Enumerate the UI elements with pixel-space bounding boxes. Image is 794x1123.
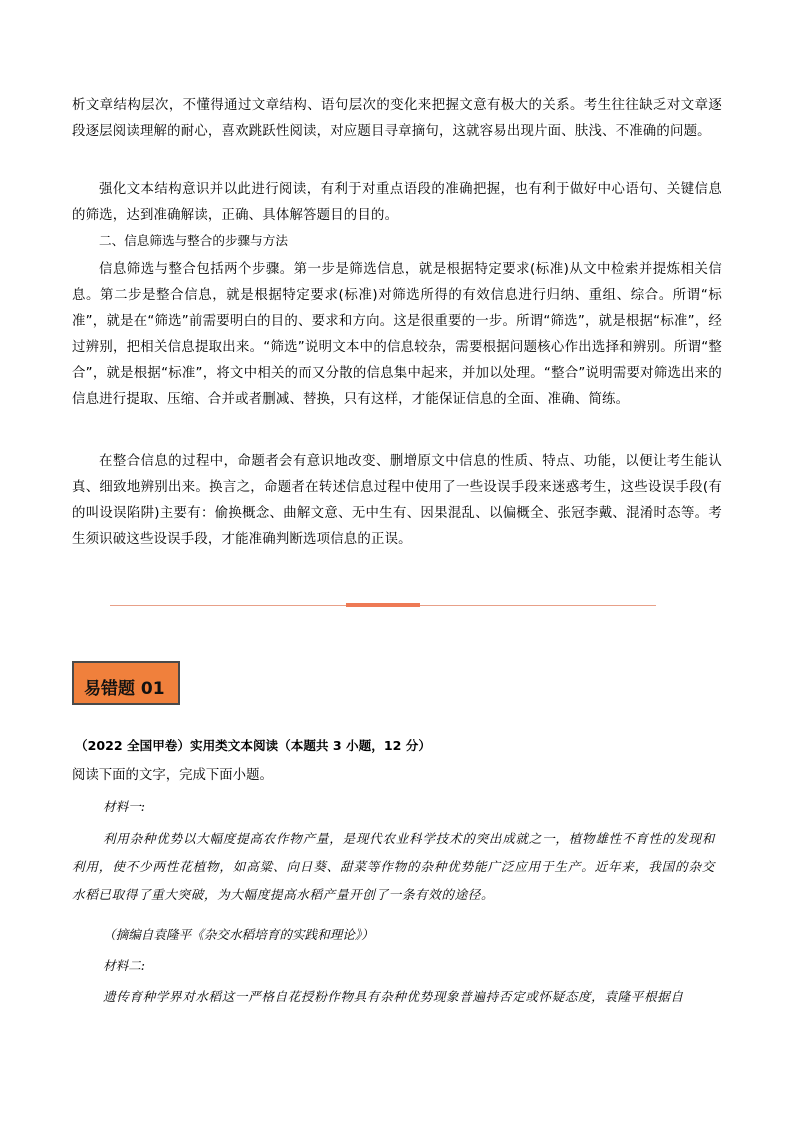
error-prone-question-badge: [72, 661, 180, 705]
section-divider-accent: [346, 603, 420, 607]
reading-instruction: 阅读下面的文字，完成下面小题。: [72, 768, 273, 783]
question-heading: （2022 全国甲卷）实用类文本阅读（本题共 3 小题，12 分）: [75, 738, 431, 753]
paragraph-structure-analysis: 析文章结构层次，不懂得通过文章结构、语句层次的变化来把握文意有极大的关系。考生往往缺乏对文章逐段逐层阅读理解的耐心，喜欢跳跃性阅读，对应题目寻章摘句，这就容易出现片面、肤浅、不准确的问题。: [72, 98, 722, 139]
section-subheading: 二、信息筛选与整合的步骤与方法: [99, 233, 288, 248]
badge-label: 易错题 01: [84, 679, 165, 699]
material-one-text: 利用杂种优势以大幅度提高农作物产量，是现代农业科学技术的突出成就之一，植物雄性不育性的发现和利用，使不少两性花植物，如高粱、向日葵、甜菜等作物的杂种优势能广泛应用于生产。近年来，我国的杂交水稻已取得了重大突破，为大幅度提高水稻产量开创了一条有效的途径。: [72, 831, 715, 902]
material-one-label: 材料一:: [103, 799, 146, 814]
material-two-text: 遗传育种学界对水稻这一严格自花授粉作物具有杂种优势现象普遍持否定或怀疑态度，袁隆平根据自: [103, 989, 684, 1004]
material-one-source: （摘编自袁隆平《杂交水稻培育的实践和理论》）: [103, 927, 374, 942]
paragraph-structure-awareness: 强化文本结构意识并以此进行阅读，有利于对重点语段的准确把握，也有利于做好中心语句、关键信息的筛选，达到准确解读，正确、具体解答题目的目的。: [72, 182, 722, 223]
paragraph-misleading-tricks: 在整合信息的过程中，命题者会有意识地改变、删增原文中信息的性质、特点、功能，以便让考生能认真、细致地辨别出来。换言之，命题者在转述信息过程中使用了一些设误手段来迷惑考生，这些设误手段(有的叫设误陷阱)主要有：偷换概念、曲解文意、无中生有、因果混乱、以偏概全、张冠李戴、混淆时态等。考生须识破这些设误手段，才能准确判断选项信息的正误。: [72, 454, 722, 547]
paragraph-screening-steps: 信息筛选与整合包括两个步骤。第一步是筛选信息，就是根据特定要求(标准)从文中检索并提炼相关信息。第二步是整合信息，就是根据特定要求(标准)对筛选所得的有效信息进行归纳、重组、综合。所谓“标准”，就是在“筛选”前需要明白的目的、要求和方向。这是很重要的一步。所谓“筛选”，就是根据“标准”，经过辨别，把相关信息提取出来。“筛选”说明文本中的信息较杂，需要根据问题核心作出选择和辨别。所谓“整合”，就是根据“标准”，将文中相关的而又分散的信息集中起来，并加以处理。“整合”说明需要对筛选出来的信息进行提取、压缩、合并或者删减、替换，只有这样，才能保证信息的全面、准确、简练。: [72, 262, 722, 407]
material-two-label: 材料二:: [103, 958, 146, 973]
